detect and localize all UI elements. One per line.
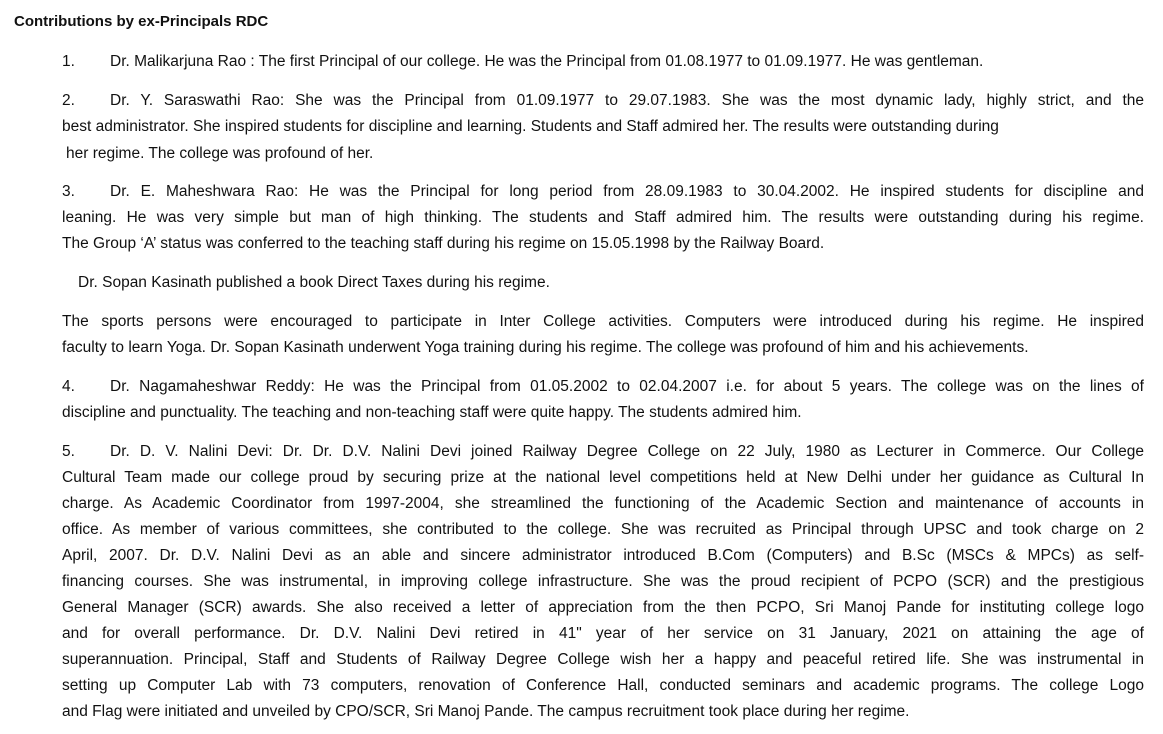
list-item-number: 2.	[62, 92, 75, 109]
list-item-line: and Flag were initiated and unveiled by CPO/SCR, Sri Manoj Pande. The campus recruitment took place during her regime.	[62, 703, 910, 720]
list-item-line: Cultural Team made our college proud by securing prize at the national level competitions held at New Delhi under her guidance as Cultural In	[62, 469, 1144, 486]
paragraph-line: faculty to learn Yoga. Dr. Sopan Kasinath underwent Yoga training during his regime. The college was profound of him and his achievements.	[62, 339, 1029, 356]
paragraph-line: Dr. Sopan Kasinath published a book Direct Taxes during his regime.	[78, 274, 550, 291]
list-item-line: The Group ‘A’ status was conferred to the teaching staff during his regime on 15.05.1998 by the Railway Board.	[62, 235, 825, 252]
list-item-line: her regime. The college was profound of her.	[66, 145, 374, 162]
list-item-line: April, 2007. Dr. D.V. Nalini Devi as an able and sincere administrator introduced B.Com (Computers) and B.Sc (MSCs & MPCs) as self-	[62, 547, 1144, 564]
list-item-line: financing courses. She was instrumental, in improving college infrastructure. She was the proud recipient of PCPO (SCR) and the prestigious	[62, 573, 1144, 590]
list-item-line: General Manager (SCR) awards. She also received a letter of appreciation from the then PCPO, Sri Manoj Pande for instituting college logo	[62, 599, 1144, 616]
list-item-line: best administrator. She inspired students for discipline and learning. Students and Staff admired her. The results were outstanding during	[62, 118, 999, 135]
list-item-line	[62, 377, 1144, 397]
list-item-line: leaning. He was very simple but man of high thinking. The students and Staff admired him. The results were outstanding during his regime.	[62, 209, 1144, 226]
list-item-text: Dr. E. Maheshwara Rao: He was the Principal for long period from 28.09.1983 to 30.04.2002. He inspired students for discipline and	[110, 183, 1144, 200]
paragraph-line: The sports persons were encouraged to participate in Inter College activities. Computers were introduced during his regime. He inspired	[62, 313, 1144, 330]
list-item-line: charge. As Academic Coordinator from 1997-2004, she streamlined the functioning of the Academic Section and maintenance of accounts in	[62, 495, 1144, 512]
list-item-line: and for overall performance. Dr. D.V. Nalini Devi retired in 41" year of her service on 31 January, 2021 on attaining the age of	[62, 625, 1144, 642]
list-item-number: 3.	[62, 183, 75, 200]
list-item-line	[62, 91, 1144, 111]
list-item-line: office. As member of various committees, she contributed to the college. She was recruited as Principal through UPSC and took charge on 2	[62, 521, 1144, 538]
list-item-number: 1.	[62, 53, 75, 70]
list-item-line	[62, 52, 983, 72]
list-item-line: discipline and punctuality. The teaching and non-teaching staff were quite happy. The students admired him.	[62, 404, 802, 421]
list-item-line	[62, 442, 1144, 462]
list-item-line: superannuation. Principal, Staff and Students of Railway Degree College wish her a happy and peaceful retired life. She was instrumental in	[62, 651, 1144, 668]
list-item-text: Dr. D. V. Nalini Devi: Dr. Dr. D.V. Nalini Devi joined Railway Degree College on 22 July, 1980 as Lecturer in Commerce. Our College	[110, 443, 1144, 460]
list-item-number: 5.	[62, 443, 75, 460]
page-title: Contributions by ex-Principals RDC	[14, 13, 269, 30]
list-item-line	[62, 182, 1144, 202]
list-item-number: 4.	[62, 378, 75, 395]
list-item-text: Dr. Nagamaheshwar Reddy: He was the Principal from 01.05.2002 to 02.04.2007 i.e. for about 5 years. The college was on the lines of	[110, 378, 1144, 395]
list-item-text: Dr. Malikarjuna Rao : The first Principal of our college. He was the Principal from 01.08.1977 to 01.09.1977. He was gentleman.	[110, 53, 984, 70]
list-item-text: Dr. Y. Saraswathi Rao: She was the Principal from 01.09.1977 to 29.07.1983. She was the most dynamic lady, highly strict, and the	[110, 92, 1144, 109]
list-item-line: setting up Computer Lab with 73 computers, renovation of Conference Hall, conducted seminars and academic programs. The college Logo	[62, 677, 1144, 694]
